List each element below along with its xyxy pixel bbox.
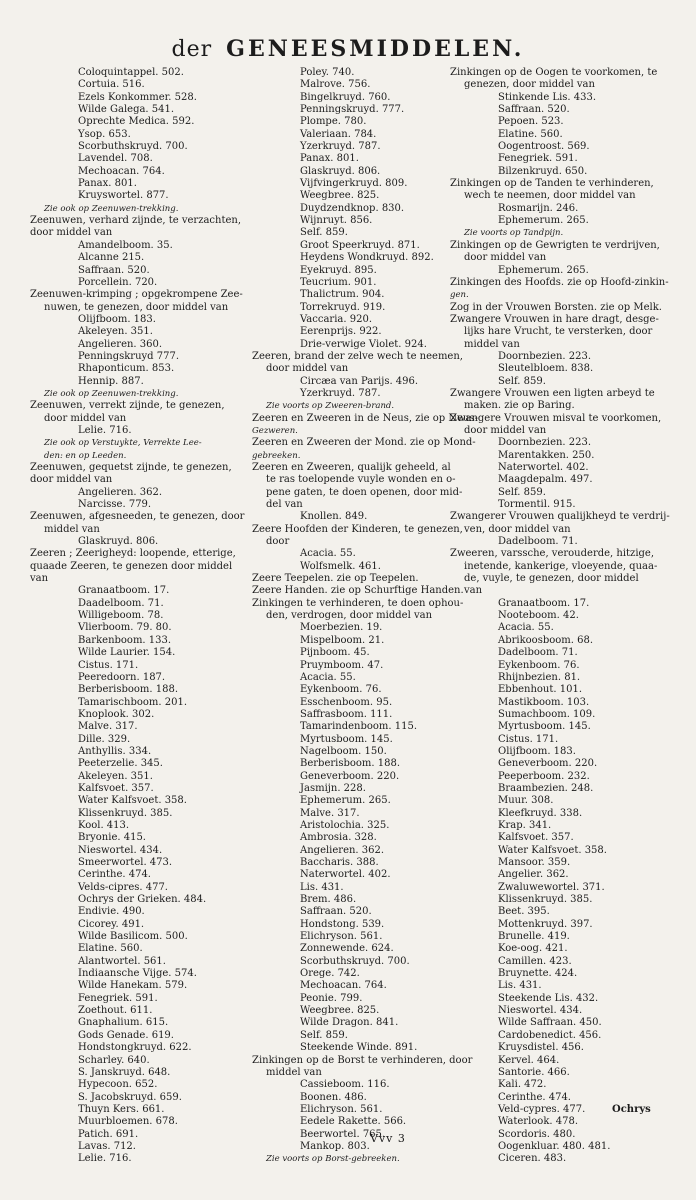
index-entry: Zonnewende. 624.	[300, 943, 394, 955]
index-entry: Water Kalfsvoet. 358.	[498, 844, 607, 856]
index-entry: Zie ook op Zeenuwen-trekking.	[44, 388, 179, 399]
index-entry: te ras toelopende vuyle wonden en o-	[266, 474, 456, 486]
index-entry: Zeere Hoofden der Kinderen, te genezen,	[252, 523, 463, 535]
index-entry: Angelieren. 362.	[78, 486, 163, 498]
index-entry: Indiaansche Vijge. 574.	[78, 968, 197, 980]
index-entry: Thalictrum. 904.	[300, 289, 385, 301]
index-entry: Muur. 308.	[498, 795, 554, 807]
index-entry: Mastikboom. 103.	[498, 696, 590, 708]
index-entry: Amandelboom. 35.	[78, 239, 173, 251]
catchword: Ochrys	[612, 1104, 651, 1115]
index-entry: Circæa van Parijs. 496.	[300, 375, 419, 387]
index-entry: Dadelboom. 71.	[498, 536, 578, 548]
index-entry: Abrikoosboom. 68.	[498, 634, 594, 646]
index-entry: Fenegriek. 591.	[498, 153, 578, 165]
index-entry: Kalfsvoet. 357.	[78, 782, 154, 794]
index-entry: Elichryson. 561.	[300, 931, 383, 943]
index-entry: Geneverboom. 220.	[300, 770, 400, 782]
index-entry: van	[30, 573, 49, 585]
index-entry: Orege. 742.	[300, 968, 360, 980]
index-entry: Doornbezien. 223.	[498, 437, 592, 449]
index-entry: Coloquintappel. 502.	[78, 67, 184, 78]
index-entry: Penningskruyd. 777.	[300, 104, 405, 116]
index-entry: Granaatboom. 17.	[498, 597, 590, 609]
index-entry: Zwangere Vrouwen misval te voorkomen,	[450, 412, 662, 424]
index-entry: Pepoen. 523.	[498, 116, 564, 128]
index-entry: Saffraan. 520.	[78, 264, 150, 276]
index-entry: door middel van	[44, 412, 127, 424]
index-entry: Narcisse. 779.	[78, 499, 152, 511]
index-entry: Alantwortel. 561.	[78, 955, 166, 967]
index-entry: Wilde Dragon. 841.	[300, 1017, 399, 1029]
index-entry: Water Kalfsvoet. 358.	[78, 795, 187, 807]
index-entry: de, vuyle, te genezen, door middel	[464, 573, 639, 585]
index-entry: Elatine. 560.	[498, 128, 563, 140]
index-entry: Moerbezien. 19.	[300, 622, 383, 634]
index-entry: Kool. 413.	[78, 819, 130, 831]
header-prefix: der	[171, 37, 213, 62]
index-entry: Teucrium. 901.	[300, 276, 377, 288]
index-entry: Myrtusboom. 145.	[300, 733, 393, 745]
signature-mark: Vvv 3	[370, 1132, 406, 1145]
index-entry: Cassieboom. 116.	[300, 1079, 390, 1091]
index-entry: Mottenkruyd. 397.	[498, 918, 593, 930]
index-entry: Kali. 472.	[498, 1079, 547, 1091]
index-entry: Wilde Laurier. 154.	[78, 647, 176, 659]
index-column-left	[30, 67, 248, 1166]
index-entry: S. Jacobskruyd. 659.	[78, 1091, 182, 1103]
index-entry: Oprechte Medica. 592.	[78, 116, 195, 128]
index-entry: Gezweren.	[252, 425, 298, 436]
index-entry: Yzerkruyd. 787.	[300, 141, 381, 153]
index-entry: Heydens Wondkruyd. 892.	[300, 252, 434, 264]
index-entry: inetende, kankerige, vloeyende, quaa-	[464, 560, 658, 572]
index-entry: Olijfboom. 183.	[78, 313, 156, 325]
index-entry: Ambrosia. 328.	[300, 832, 377, 844]
running-header	[0, 36, 696, 63]
index-entry: door middel van	[30, 227, 113, 239]
index-entry: Geneverboom. 220.	[498, 758, 598, 770]
index-entry: Eykenboom. 76.	[498, 659, 580, 671]
index-entry: Kruyswortel. 877.	[78, 190, 169, 202]
index-entry: quaade Zeeren, te genezen door middel	[30, 560, 233, 572]
index-entry: Akeleyen. 351.	[78, 326, 153, 338]
index-entry: Knoplook. 302.	[78, 708, 155, 720]
index-entry: Weegbree. 825.	[300, 1005, 380, 1017]
index-entry: Klissenkruyd. 385.	[78, 807, 173, 819]
index-entry: Zie ook op Zeenuwen-trekking.	[44, 203, 179, 214]
index-entry: Doornbezien. 223.	[498, 350, 592, 362]
index-entry: Ysop. 653.	[78, 128, 131, 140]
index-entry: door	[266, 536, 290, 548]
index-entry: Lelie. 716.	[78, 1153, 132, 1165]
index-entry: Klissenkruyd. 385.	[498, 894, 593, 906]
index-entry: van	[464, 585, 483, 597]
index-entry: Dadelboom. 71.	[498, 647, 578, 659]
index-entry: Stinkende Lis. 433.	[498, 91, 597, 103]
index-entry: Granaatboom. 17.	[78, 585, 170, 597]
index-entry: Rhijnbezien. 81.	[498, 671, 581, 683]
index-entry: Zeere Teepelen. zie op Teepelen.	[252, 573, 419, 585]
index-entry: Dille. 329.	[78, 733, 131, 745]
index-entry: door middel van	[464, 424, 547, 436]
index-entry: Vaccaria. 920.	[300, 313, 372, 325]
index-entry: S. Janskruyd. 648.	[78, 1066, 171, 1078]
index-entry: Lavas. 712.	[78, 1140, 136, 1152]
index-entry: Zie voorts op Tandpijn.	[464, 228, 564, 239]
index-entry: Zinkingen op de Gewrigten te verdrijven,	[450, 239, 660, 251]
index-entry: Kleefkruyd. 338.	[498, 807, 583, 819]
index-entry: Zeeren en Zweeren, qualijk geheeld, al	[252, 462, 451, 473]
index-entry: Eyekruyd. 895.	[300, 264, 377, 276]
index-entry: Bilzenkruyd. 650.	[498, 165, 588, 177]
index-entry: Poley. 740.	[300, 67, 355, 78]
index-entry: Zie voorts op Zweeren-brand.	[266, 401, 395, 412]
index-entry: Angelieren. 360.	[78, 338, 163, 350]
index-entry: Panax. 801.	[78, 178, 137, 190]
index-entry: gen.	[450, 290, 469, 301]
index-entry: Zeeren en Zweeren in de Neus, zie op Neus-	[252, 412, 478, 424]
index-entry: Cistus. 171.	[498, 733, 559, 745]
index-entry: Cortuia. 516.	[78, 79, 145, 91]
index-entry: Veld-cypres. 477.	[498, 1103, 586, 1115]
index-entry: Zinkingen op de Borst te verhinderen, door	[252, 1054, 473, 1066]
index-entry: Malve. 317.	[78, 721, 138, 733]
index-entry: Oogenkluar. 480. 481.	[498, 1140, 611, 1152]
index-entry: Lavendel. 708.	[78, 153, 153, 165]
index-entry: Steekende Lis. 432.	[498, 992, 599, 1004]
index-entry: Anthyllis. 334.	[78, 745, 152, 757]
index-entry: Scorbuthskruyd. 700.	[300, 955, 410, 967]
index-entry: Wilde Hanekam. 579.	[78, 980, 188, 992]
index-entry: Zeenuwen-krimping ; opgekrompene Zee-	[30, 289, 243, 301]
index-entry: Smeerwortel. 473.	[78, 857, 173, 868]
index-entry: Rhaponticum. 853.	[78, 363, 175, 375]
index-entry: Baccharis. 388.	[300, 857, 379, 868]
index-entry: Malrove. 756.	[300, 79, 371, 91]
index-entry: Zeenuwen, verrekt zijnde, te genezen,	[30, 400, 225, 412]
index-entry: Naterwortel. 402.	[300, 869, 391, 881]
index-entry: Zeere Handen. zie op Schurftige Handen.	[252, 585, 464, 597]
index-entry: Zwangere Vrouwen in hare dragt, desge-	[450, 313, 659, 325]
index-entry: Kervel. 464.	[498, 1054, 560, 1066]
index-entry: Bruynette. 424.	[498, 968, 578, 980]
index-entry: Tamarindenboom. 115.	[300, 721, 418, 733]
index-entry: Aristolochia. 325.	[300, 819, 390, 831]
index-entry: Cardobenedict. 456.	[498, 1029, 602, 1041]
index-entry: Scharley. 640.	[78, 1054, 150, 1066]
index-entry: Esschenboom. 95.	[300, 696, 393, 708]
index-entry: Zeeren en Zweeren der Mond. zie op Mond-	[252, 437, 476, 449]
index-entry: Waterlook. 478.	[498, 1116, 579, 1128]
index-entry: Cerinthe. 474.	[78, 869, 151, 881]
index-entry: Kruysdistel. 456.	[498, 1042, 584, 1054]
index-entry: middel van	[44, 523, 100, 535]
index-entry: Gods Genade. 619.	[78, 1029, 174, 1041]
index-entry: Zweeren, varssche, verouderde, hitzige,	[450, 548, 655, 560]
index-entry: Malve. 317.	[300, 807, 360, 819]
index-entry: Pijnboom. 45.	[300, 647, 370, 659]
index-entry: Self. 859.	[498, 486, 546, 498]
index-entry: Koe-oog. 421.	[498, 943, 568, 955]
index-entry: Beet. 395.	[498, 906, 550, 918]
index-entry: Sleutelbloem. 838.	[498, 363, 594, 375]
index-entry: Knollen. 849.	[300, 511, 368, 523]
index-entry: Zwaluwewortel. 371.	[498, 881, 605, 893]
index-entry: Braambezien. 248.	[498, 782, 594, 794]
index-entry: Beerwortel. 765.	[300, 1128, 386, 1140]
index-entry: Steekende Winde. 891.	[300, 1042, 418, 1054]
index-entry: Self. 859.	[300, 1029, 348, 1041]
index-entry: Zeeren, brand der zelve wech te neemen,	[252, 350, 463, 362]
index-entry: Wilde Saffraan. 450.	[498, 1017, 602, 1029]
index-entry: Acacia. 55.	[300, 671, 356, 683]
index-entry: middel van	[464, 338, 520, 350]
index-entry: Mispelboom. 21.	[300, 634, 385, 646]
index-entry: Vlierboom. 79. 80.	[78, 622, 172, 634]
index-entry: Elichryson. 561.	[300, 1103, 383, 1115]
index-entry: Peeterzelie. 345.	[78, 758, 163, 770]
index-entry: gebreeken.	[252, 450, 301, 461]
index-entry: Torrekruyd. 919.	[300, 301, 386, 313]
index-entry: Acacia. 55.	[498, 622, 554, 634]
index-entry: Zwangere Vrouwen een ligten arbeyd te	[450, 387, 655, 399]
index-entry: Berberisboom. 188.	[78, 684, 179, 696]
index-entry: middel van	[266, 1066, 322, 1078]
index-entry: Self. 859.	[498, 375, 546, 387]
index-entry: Peeperboom. 232.	[498, 770, 590, 782]
index-entry: Wilde Galega. 541.	[78, 104, 175, 116]
index-entry: Elatine. 560.	[78, 943, 143, 955]
index-entry: Hypecoon. 652.	[78, 1079, 158, 1091]
index-entry: Tormentil. 915.	[498, 499, 576, 511]
index-entry: Cicorey. 491.	[78, 918, 145, 930]
index-entry: Thuyn Kers. 661.	[78, 1103, 165, 1115]
index-entry: Mechoacan. 764.	[300, 980, 387, 992]
index-entry: Glaskruyd. 806.	[78, 536, 159, 548]
index-entry: Ephemerum. 265.	[498, 264, 589, 276]
index-entry: Zwangerer Vrouwen qualijkheyd te verdrij-	[450, 511, 670, 523]
index-entry: Ochrys der Grieken. 484.	[78, 894, 207, 906]
index-entry: Brunelle. 419.	[498, 931, 570, 943]
index-entry: nuwen, te genezen, door middel van	[44, 301, 229, 313]
index-entry: Olijfboom. 183.	[498, 745, 576, 757]
index-entry: del van	[266, 499, 303, 511]
index-entry: Saffraan. 520.	[498, 104, 570, 116]
index-entry: Hondstongkruyd. 622.	[78, 1042, 192, 1054]
index-entry: genezen, door middel van	[464, 79, 595, 91]
index-entry: wech te neemen, door middel van	[464, 190, 636, 202]
index-entry: Nieswortel. 434.	[498, 1005, 583, 1017]
index-entry: den: en op Leeden.	[44, 450, 127, 461]
index-entry: Self. 859.	[300, 227, 348, 239]
index-entry: Myrtusboom. 145.	[498, 721, 591, 733]
index-entry: Ephemerum. 265.	[300, 795, 391, 807]
index-entry: Gnaphalium. 615.	[78, 1017, 169, 1029]
index-entry: Zeenuwen, verhard zijnde, te verzachten,	[30, 215, 242, 227]
index-entry: Eykenboom. 76.	[300, 684, 382, 696]
index-entry: Scorbuthskruyd. 700.	[78, 141, 188, 153]
index-entry: Cistus. 171.	[78, 659, 139, 671]
index-entry: Angelier. 362.	[498, 869, 569, 881]
index-entry: den, verdrogen, door middel van	[266, 610, 433, 622]
index-entry: maken. zie op Baring.	[464, 400, 575, 412]
index-entry: Nooteboom. 42.	[498, 610, 579, 622]
index-entry: Oogentroost. 569.	[498, 141, 590, 153]
index-entry: Zog in der Vrouwen Borsten. zie op Melk.	[450, 301, 662, 313]
index-entry: pene gaten, te doen openen, door mid-	[266, 486, 463, 498]
index-entry: Marentakken. 250.	[498, 449, 595, 461]
index-entry: Zinkingen op de Tanden te verhinderen,	[450, 178, 654, 190]
index-entry: Tamarischboom. 201.	[78, 696, 187, 708]
index-entry: Zinkingen des Hoofds. zie op Hoofd-zinkin-	[450, 276, 669, 288]
index-entry: door middel van	[266, 363, 349, 375]
index-entry: Patich. 691.	[78, 1128, 139, 1140]
index-entry: Zie voorts op Borst-gebreeken.	[266, 1154, 400, 1165]
index-entry: Kalfsvoet. 357.	[498, 832, 574, 844]
index-entry: Muurbloemen. 678.	[78, 1116, 178, 1128]
index-entry: Lis. 431.	[498, 980, 542, 992]
index-entry: Acacia. 55.	[300, 548, 356, 560]
index-entry: Saffraan. 520.	[300, 906, 372, 918]
index-entry: Yzerkruyd. 787.	[300, 387, 381, 399]
index-entry: Zie ook op Verstuykte, Verrekte Lee-	[44, 438, 202, 449]
index-entry: Nieswortel. 434.	[78, 844, 163, 856]
index-entry: Hondstong. 539.	[300, 918, 385, 930]
index-entry: Plompe. 780.	[300, 116, 367, 128]
index-entry: Drie-verwige Violet. 924.	[300, 338, 427, 350]
index-entry: Glaskruyd. 806.	[300, 165, 381, 177]
index-entry: Peonie. 799.	[300, 992, 363, 1004]
index-entry: Peeredoorn. 187.	[78, 671, 166, 683]
index-entry: Naterwortel. 402.	[498, 462, 589, 473]
index-entry: Ebbenhout. 101.	[498, 684, 583, 696]
index-entry: Ciceren. 483.	[498, 1153, 567, 1165]
index-entry: Brem. 486.	[300, 894, 357, 906]
index-entry: Berberisboom. 188.	[300, 758, 401, 770]
index-entry: Bingelkruyd. 760.	[300, 91, 391, 103]
index-entry: Groot Speerkruyd. 871.	[300, 239, 420, 251]
index-entry: ven, door middel van	[464, 523, 571, 535]
index-entry: Velds-cipres. 477.	[78, 881, 168, 893]
index-entry: Akeleyen. 351.	[78, 770, 153, 782]
index-entry: Eerenprijs. 922.	[300, 326, 382, 338]
index-entry: Eedele Rakette. 566.	[300, 1116, 407, 1128]
index-entry: Scordoris. 480.	[498, 1128, 576, 1140]
index-entry: Angelieren. 362.	[300, 844, 385, 856]
index-entry: Krap. 341.	[498, 819, 552, 831]
index-entry: Endivie. 490.	[78, 906, 145, 918]
index-entry: Wijnruyt. 856.	[300, 215, 373, 227]
index-entry: Valeriaan. 784.	[300, 128, 377, 140]
index-entry: Weegbree. 825.	[300, 190, 380, 202]
index-entry: Mechoacan. 764.	[78, 165, 165, 177]
index-entry: Mankop. 803.	[300, 1140, 370, 1152]
index-entry: Daadelboom. 71.	[78, 597, 164, 609]
index-entry: Lis. 431.	[300, 881, 344, 893]
index-column-right	[450, 67, 686, 1166]
index-entry: Panax. 801.	[300, 153, 359, 165]
index-entry: Ezels Konkommer. 528.	[78, 91, 197, 103]
index-entry: Bryonie. 415.	[78, 832, 146, 844]
index-entry: Alcanne 215.	[78, 252, 145, 264]
index-entry: Cerinthe. 474.	[498, 1091, 571, 1103]
index-entry: Zeeren ; Zeerigheyd: loopende, etterige,	[30, 548, 236, 560]
index-entry: Sumachboom. 109.	[498, 708, 596, 720]
index-entry: Zinkingen op de Oogen te voorkomen, te	[450, 67, 658, 78]
header-title: GENEESMIDDELEN.	[226, 36, 525, 62]
index-entry: Ephemerum. 265.	[498, 215, 589, 227]
index-entry: Porcellein. 720.	[78, 276, 158, 288]
index-entry: Willigeboom. 78.	[78, 610, 164, 622]
index-entry: Jasmijn. 228.	[300, 782, 366, 794]
index-entry: door middel van	[30, 474, 113, 486]
index-entry: Maagdepalm. 497.	[498, 474, 593, 486]
index-entry: Pruymboom. 47.	[300, 659, 384, 671]
index-entry: door middel van	[464, 252, 547, 264]
index-entry: Fenegriek. 591.	[78, 992, 158, 1004]
index-entry: Camillen. 423.	[498, 955, 572, 967]
index-entry: Hennip. 887.	[78, 375, 144, 387]
index-entry: Zeenuwen, afgesneeden, te genezen, door	[30, 511, 245, 523]
index-entry: Zeenuwen, gequetst zijnde, te genezen,	[30, 462, 232, 473]
index-entry: lijks hare Vrucht, te versterken, door	[464, 326, 653, 338]
index-entry: Barkenboom. 133.	[78, 634, 172, 646]
index-entry: Zoethout. 611.	[78, 1005, 153, 1017]
index-entry: Wilde Basilicom. 500.	[78, 931, 188, 943]
index-entry: Wolfsmelk. 461.	[300, 560, 381, 572]
index-entry: Zinkingen te verhinderen, te doen ophou-	[252, 597, 464, 609]
index-entry: Santorie. 466.	[498, 1066, 570, 1078]
index-column-middle	[252, 67, 478, 1166]
index-entry: Mansoor. 359.	[498, 857, 571, 868]
index-entry: Vijfvingerkruyd. 809.	[300, 178, 408, 190]
index-entry: Rosmarijn. 246.	[498, 202, 579, 214]
index-entry: Boonen. 486.	[300, 1091, 367, 1103]
index-entry: Duydzendknop. 830.	[300, 202, 405, 214]
index-entry: Saffrasboom. 111.	[300, 708, 393, 720]
index-entry: Nagelboom. 150.	[300, 745, 387, 757]
index-entry: Penningskruyd 777.	[78, 350, 180, 362]
index-entry: Lelie. 716.	[78, 424, 132, 436]
